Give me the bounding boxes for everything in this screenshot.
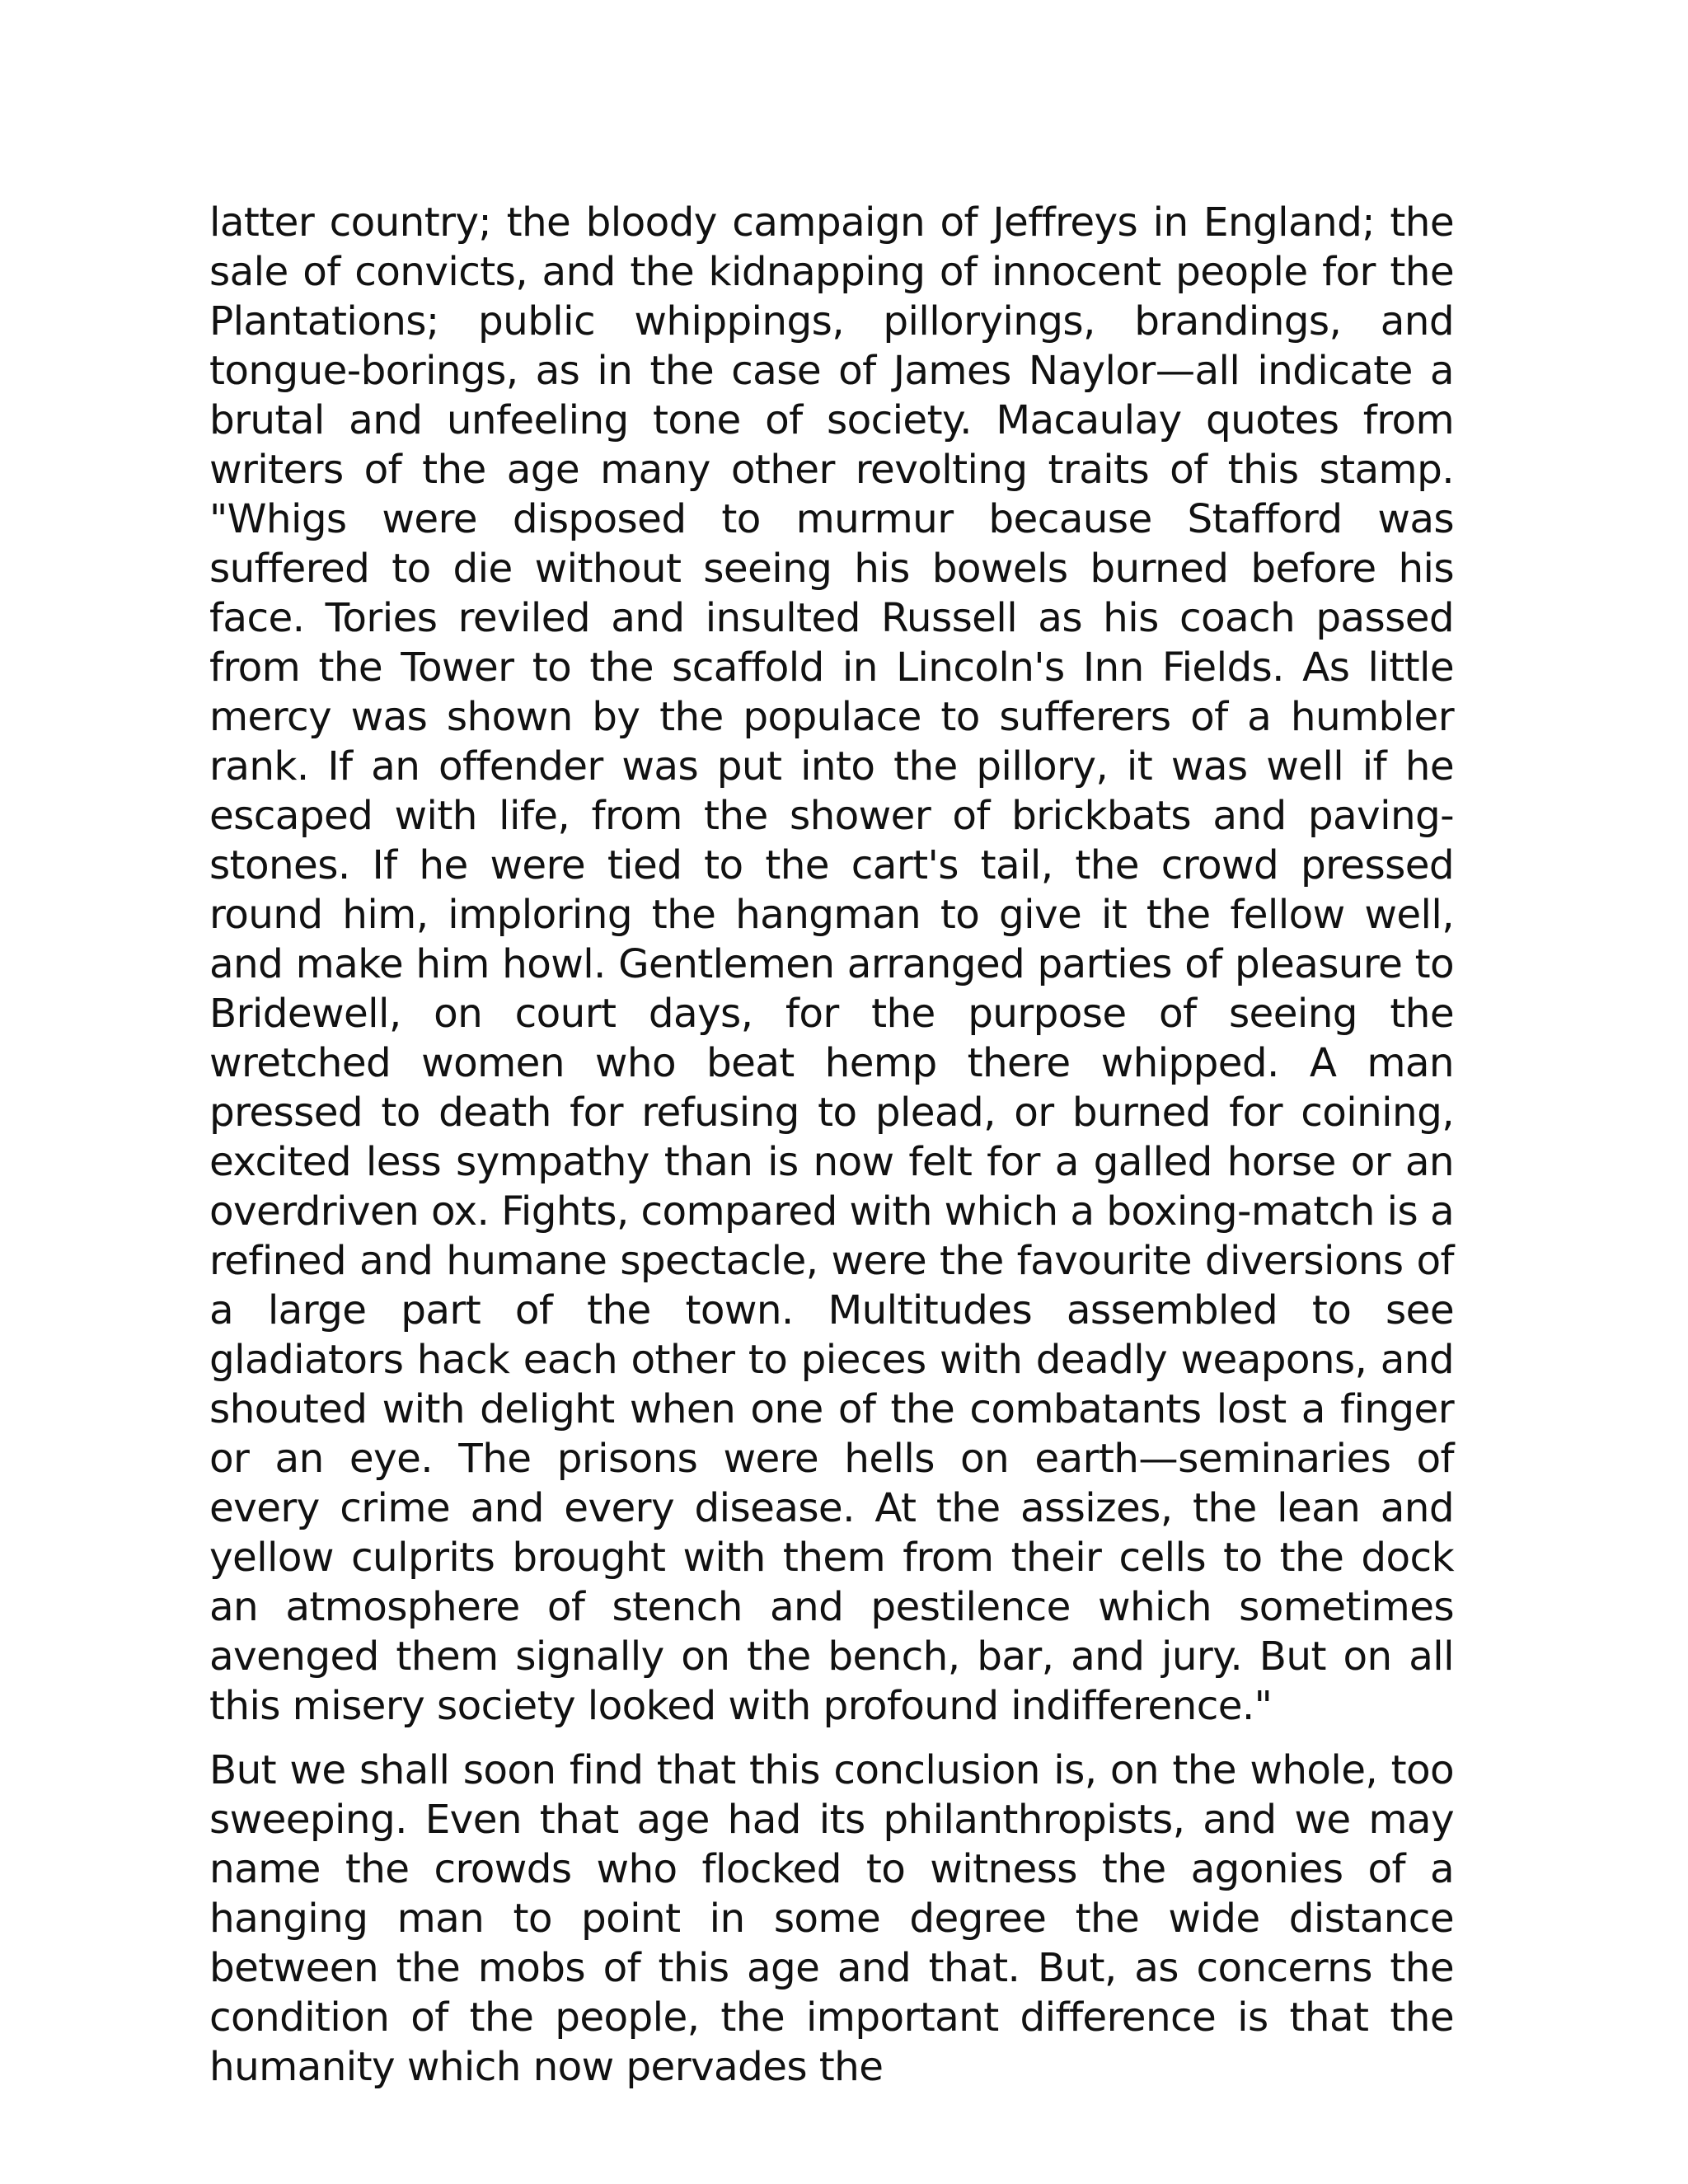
paragraph-1: latter country; the bloody campaign of Jeffreys in England; the sale of convicts, and the kidnapping of innocent people for the Plantations; public whippings, pilloryings, brandings, and tongue-borings, as in the case of James Naylor—all indicate a brutal and unfeeling tone of society. Macaulay quotes from writers of the age many other revolting traits of this stamp. "Whigs were disposed to murmur because Stafford was suffered to die without seeing his bowels burned before his face. Tories reviled and insulted Russell as his coach passed from the Tower to the scaffold in Lincoln's Inn Fields. As little mercy was shown by the populace to sufferers of a humbler rank. If an offender was put into the pillory, it was well if he escaped with life, from the shower of brickbats and paving-stones. If he were tied to the cart's tail, the crowd pressed round him, imploring the hangman to give it the fellow well, and make him howl. Gentlemen arranged parties of pleasure to Bridewell, on court days, for the purpose of seeing the wretched women who beat hemp there whipped. A man pressed to death for refusing to plead, or burned for coining, excited less sympathy than is now felt for a galled horse or an overdriven ox. Fights, compared with which a boxing-match is a refined and humane spectacle, were the favourite diversions of a large part of the town. Multitudes assembled to see gladiators hack each other to pieces with deadly weapons, and shouted with delight when one of the combatants lost a finger or an eye. The prisons were hells on earth—seminaries of every crime and every disease. At the assizes, the lean and yellow culprits brought with them from their cells to the dock an atmosphere of stench and pestilence which sometimes avenged them signally on the bench, bar, and jury. But on all this misery society looked with profound indifference." [209, 199, 1454, 1729]
document-page [209, 198, 1454, 2092]
paragraph-2: But we shall soon find that this conclusion is, on the whole, too sweeping. Even that age had its philanthropists, and we may name the crowds who flocked to witness the agonies of a hanging man to point in some degree the wide distance between the mobs of this age and that. But, as concerns the condition of the people, the important difference is that the humanity which now pervades the [209, 1747, 1454, 2090]
